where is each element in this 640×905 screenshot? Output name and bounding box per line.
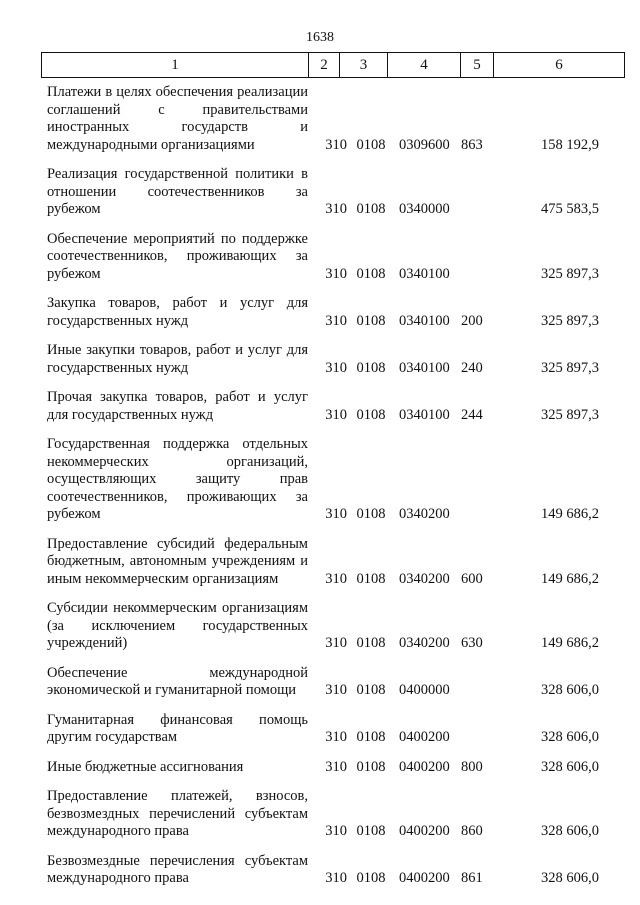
row-col-2: 310 bbox=[325, 312, 347, 329]
table-row bbox=[47, 712, 607, 747]
page-number: 1638 bbox=[306, 30, 334, 45]
table-row bbox=[47, 665, 607, 700]
row-col-3: 0108 bbox=[356, 201, 386, 217]
row-col-2: 310 bbox=[325, 406, 347, 423]
row-col-3: 0108 bbox=[356, 359, 386, 376]
row-col-4: 0340000 bbox=[399, 201, 450, 217]
row-col-2: 310 bbox=[325, 359, 347, 376]
row-col-6: 158 192,9 bbox=[541, 136, 599, 153]
row-col-2: 310 bbox=[325, 136, 347, 153]
row-col-3: 0108 bbox=[356, 136, 386, 153]
table-header bbox=[41, 52, 625, 78]
row-col-4: 0400200 bbox=[399, 758, 450, 775]
row-col-5: 630 bbox=[461, 635, 483, 651]
row-col-6: 149 686,2 bbox=[541, 635, 599, 651]
table-row bbox=[47, 853, 607, 888]
row-name: Субсидии некоммерческим организациям (за исключением государственных учреждений) bbox=[47, 600, 308, 651]
row-col-4: 0340100 bbox=[399, 406, 450, 423]
row-name: Предоставление платежей, взносов, безвозмездных перечислений субъектам международного права bbox=[47, 788, 308, 839]
header-col-2: 2 bbox=[309, 53, 340, 77]
row-name: Иные бюджетные ассигнования bbox=[47, 758, 244, 775]
row-col-4: 0340100 bbox=[399, 312, 450, 329]
row-col-2: 310 bbox=[325, 201, 347, 217]
row-col-4: 0400200 bbox=[399, 729, 450, 745]
row-col-3: 0108 bbox=[356, 870, 386, 886]
row-col-2: 310 bbox=[325, 729, 347, 745]
row-col-5: 600 bbox=[461, 570, 483, 587]
table-row bbox=[47, 788, 607, 841]
row-col-5: 800 bbox=[461, 758, 483, 775]
header-col-4: 4 bbox=[388, 53, 461, 77]
row-col-3: 0108 bbox=[356, 570, 386, 587]
row-col-2: 310 bbox=[325, 682, 347, 698]
row-col-5: 200 bbox=[461, 312, 483, 329]
table-row bbox=[47, 84, 607, 154]
table-row bbox=[47, 295, 607, 330]
row-col-6: 328 606,0 bbox=[541, 758, 599, 775]
row-col-2: 310 bbox=[325, 758, 347, 775]
row-col-4: 0340100 bbox=[399, 265, 450, 282]
row-name: Государственная поддержка отдельных некоммерческих организаций, осуществляющих защиту прав соотечественников, проживающих за рубежом bbox=[47, 436, 308, 522]
row-name: Платежи в целях обеспечения реализации соглашений с правительствами иностранных государств и международными организациями bbox=[47, 84, 308, 153]
row-col-5: 240 bbox=[461, 359, 483, 376]
row-col-5: 860 bbox=[461, 823, 483, 839]
row-col-4: 0400000 bbox=[399, 682, 450, 698]
table-row bbox=[47, 231, 607, 284]
table-row bbox=[47, 536, 607, 589]
row-col-3: 0108 bbox=[356, 312, 386, 329]
row-name: Закупка товаров, работ и услуг для государственных нужд bbox=[47, 295, 308, 329]
row-col-3: 0108 bbox=[356, 635, 386, 651]
row-col-2: 310 bbox=[325, 870, 347, 886]
header-col-1: 1 bbox=[42, 53, 309, 77]
row-name: Прочая закупка товаров, работ и услуг для государственных нужд bbox=[47, 389, 308, 423]
row-col-3: 0108 bbox=[356, 506, 386, 522]
row-col-6: 328 606,0 bbox=[541, 870, 599, 886]
row-col-6: 149 686,2 bbox=[541, 506, 599, 522]
row-col-2: 310 bbox=[325, 823, 347, 839]
table-body bbox=[47, 84, 607, 900]
row-col-5: 861 bbox=[461, 870, 483, 886]
row-col-4: 0400200 bbox=[399, 823, 450, 839]
row-col-3: 0108 bbox=[356, 406, 386, 423]
header-col-5: 5 bbox=[461, 53, 494, 77]
row-col-2: 310 bbox=[325, 570, 347, 587]
row-col-6: 149 686,2 bbox=[541, 570, 599, 587]
row-col-6: 325 897,3 bbox=[541, 359, 599, 376]
row-col-5: 863 bbox=[461, 136, 483, 153]
header-col-6: 6 bbox=[555, 56, 563, 73]
row-col-4: 0340100 bbox=[399, 359, 450, 376]
row-col-4: 0309600 bbox=[399, 136, 450, 153]
table-row bbox=[47, 600, 607, 653]
row-col-6: 328 606,0 bbox=[541, 729, 599, 745]
row-col-6: 328 606,0 bbox=[541, 823, 599, 839]
row-name: Иные закупки товаров, работ и услуг для государственных нужд bbox=[47, 342, 308, 376]
table-row bbox=[47, 342, 607, 377]
row-col-6: 475 583,5 bbox=[541, 201, 599, 217]
row-col-3: 0108 bbox=[356, 823, 386, 839]
row-name: Предоставление субсидий федеральным бюджетным, автономным учреждениям и иным некоммерческим организациям bbox=[47, 535, 308, 587]
row-col-3: 0108 bbox=[356, 265, 386, 282]
row-col-3: 0108 bbox=[356, 758, 386, 775]
row-col-3: 0108 bbox=[356, 682, 386, 698]
table-row bbox=[47, 389, 607, 424]
row-name: Обеспечение мероприятий по поддержке соотечественников, проживающих за рубежом bbox=[47, 230, 308, 282]
row-col-2: 310 bbox=[325, 635, 347, 651]
header-col-3: 3 bbox=[340, 53, 388, 77]
table-row bbox=[47, 436, 607, 524]
row-name: Гуманитарная финансовая помощь другим государствам bbox=[47, 711, 308, 745]
row-col-6: 328 606,0 bbox=[541, 682, 599, 698]
row-name: Безвозмездные перечисления субъектам международного права bbox=[47, 852, 308, 886]
row-name: Обеспечение международной экономической и гуманитарной помощи bbox=[47, 664, 308, 698]
row-col-6: 325 897,3 bbox=[541, 312, 599, 329]
row-col-6: 325 897,3 bbox=[541, 265, 599, 282]
table-row bbox=[47, 166, 607, 219]
table-row bbox=[47, 759, 607, 777]
row-col-5: 244 bbox=[461, 406, 483, 423]
row-col-4: 0340200 bbox=[399, 506, 450, 522]
row-col-3: 0108 bbox=[356, 729, 386, 745]
row-col-2: 310 bbox=[325, 506, 347, 522]
row-col-4: 0400200 bbox=[399, 870, 450, 886]
row-col-6: 325 897,3 bbox=[541, 406, 599, 423]
row-col-2: 310 bbox=[325, 265, 347, 282]
row-col-4: 0340200 bbox=[399, 635, 450, 651]
row-name: Реализация государственной политики в отношении соотечественников за рубежом bbox=[47, 166, 308, 217]
row-col-4: 0340200 bbox=[399, 570, 450, 587]
